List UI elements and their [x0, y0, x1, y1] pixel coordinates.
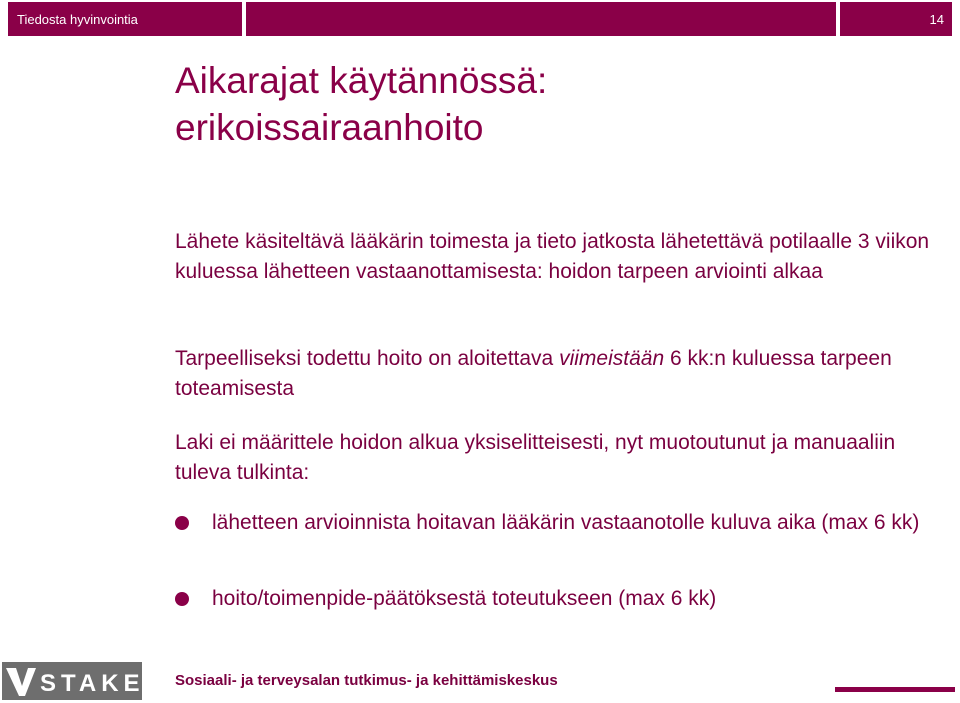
footer-org-name: Sosiaali- ja terveysalan tutkimus- ja kehittämiskeskus	[175, 672, 558, 689]
bullet-item	[175, 584, 935, 614]
header-section-label	[8, 2, 242, 36]
slide-title-line1: Aikarajat käytännössä:	[175, 60, 548, 101]
bullet-dot-icon	[175, 516, 189, 530]
bullet-text: lähetteen arvioinnista hoitavan lääkärin vastaanotolle kuluva aika (max 6 kk)	[212, 511, 920, 534]
slide-title	[175, 57, 935, 151]
logo-text: STAKES	[40, 670, 166, 697]
bullet-dot-icon	[175, 592, 189, 606]
bullet-text: hoito/toimenpide-päätöksestä toteutukseen (max 6 kk)	[212, 587, 717, 610]
p2-text-before: Tarpeelliseksi todettu hoito on aloitettava	[175, 347, 560, 370]
footer-accent-line	[835, 687, 955, 692]
bullet-item	[175, 508, 935, 538]
paragraph-treatment-deadline	[175, 344, 935, 404]
header-bar	[246, 2, 836, 36]
p2-text-after: 6 kk:n kuluessa tarpeen toteamisesta	[175, 347, 892, 400]
stakes-logo	[2, 662, 166, 700]
page-number: 14	[929, 11, 944, 27]
slide-title-line2: erikoissairaanhoito	[175, 107, 484, 148]
paragraph-referral: Lähete käsiteltävä lääkärin toimesta ja tieto jatkosta lähetettävä potilaalle 3 viikon kuluessa lähetteen vastaanottamisesta: hoidon tarpeen arviointi alkaa	[175, 230, 930, 283]
paragraph-law: Laki ei määrittele hoidon alkua yksiselitteisesti, nyt muotoutunut ja manuaaliin tuleva tulkinta:	[175, 431, 896, 484]
header-page-number-box	[840, 2, 952, 36]
header-left-text: Tiedosta hyvinvointia	[17, 11, 138, 27]
p2-emphasis: viimeistään	[559, 347, 665, 370]
